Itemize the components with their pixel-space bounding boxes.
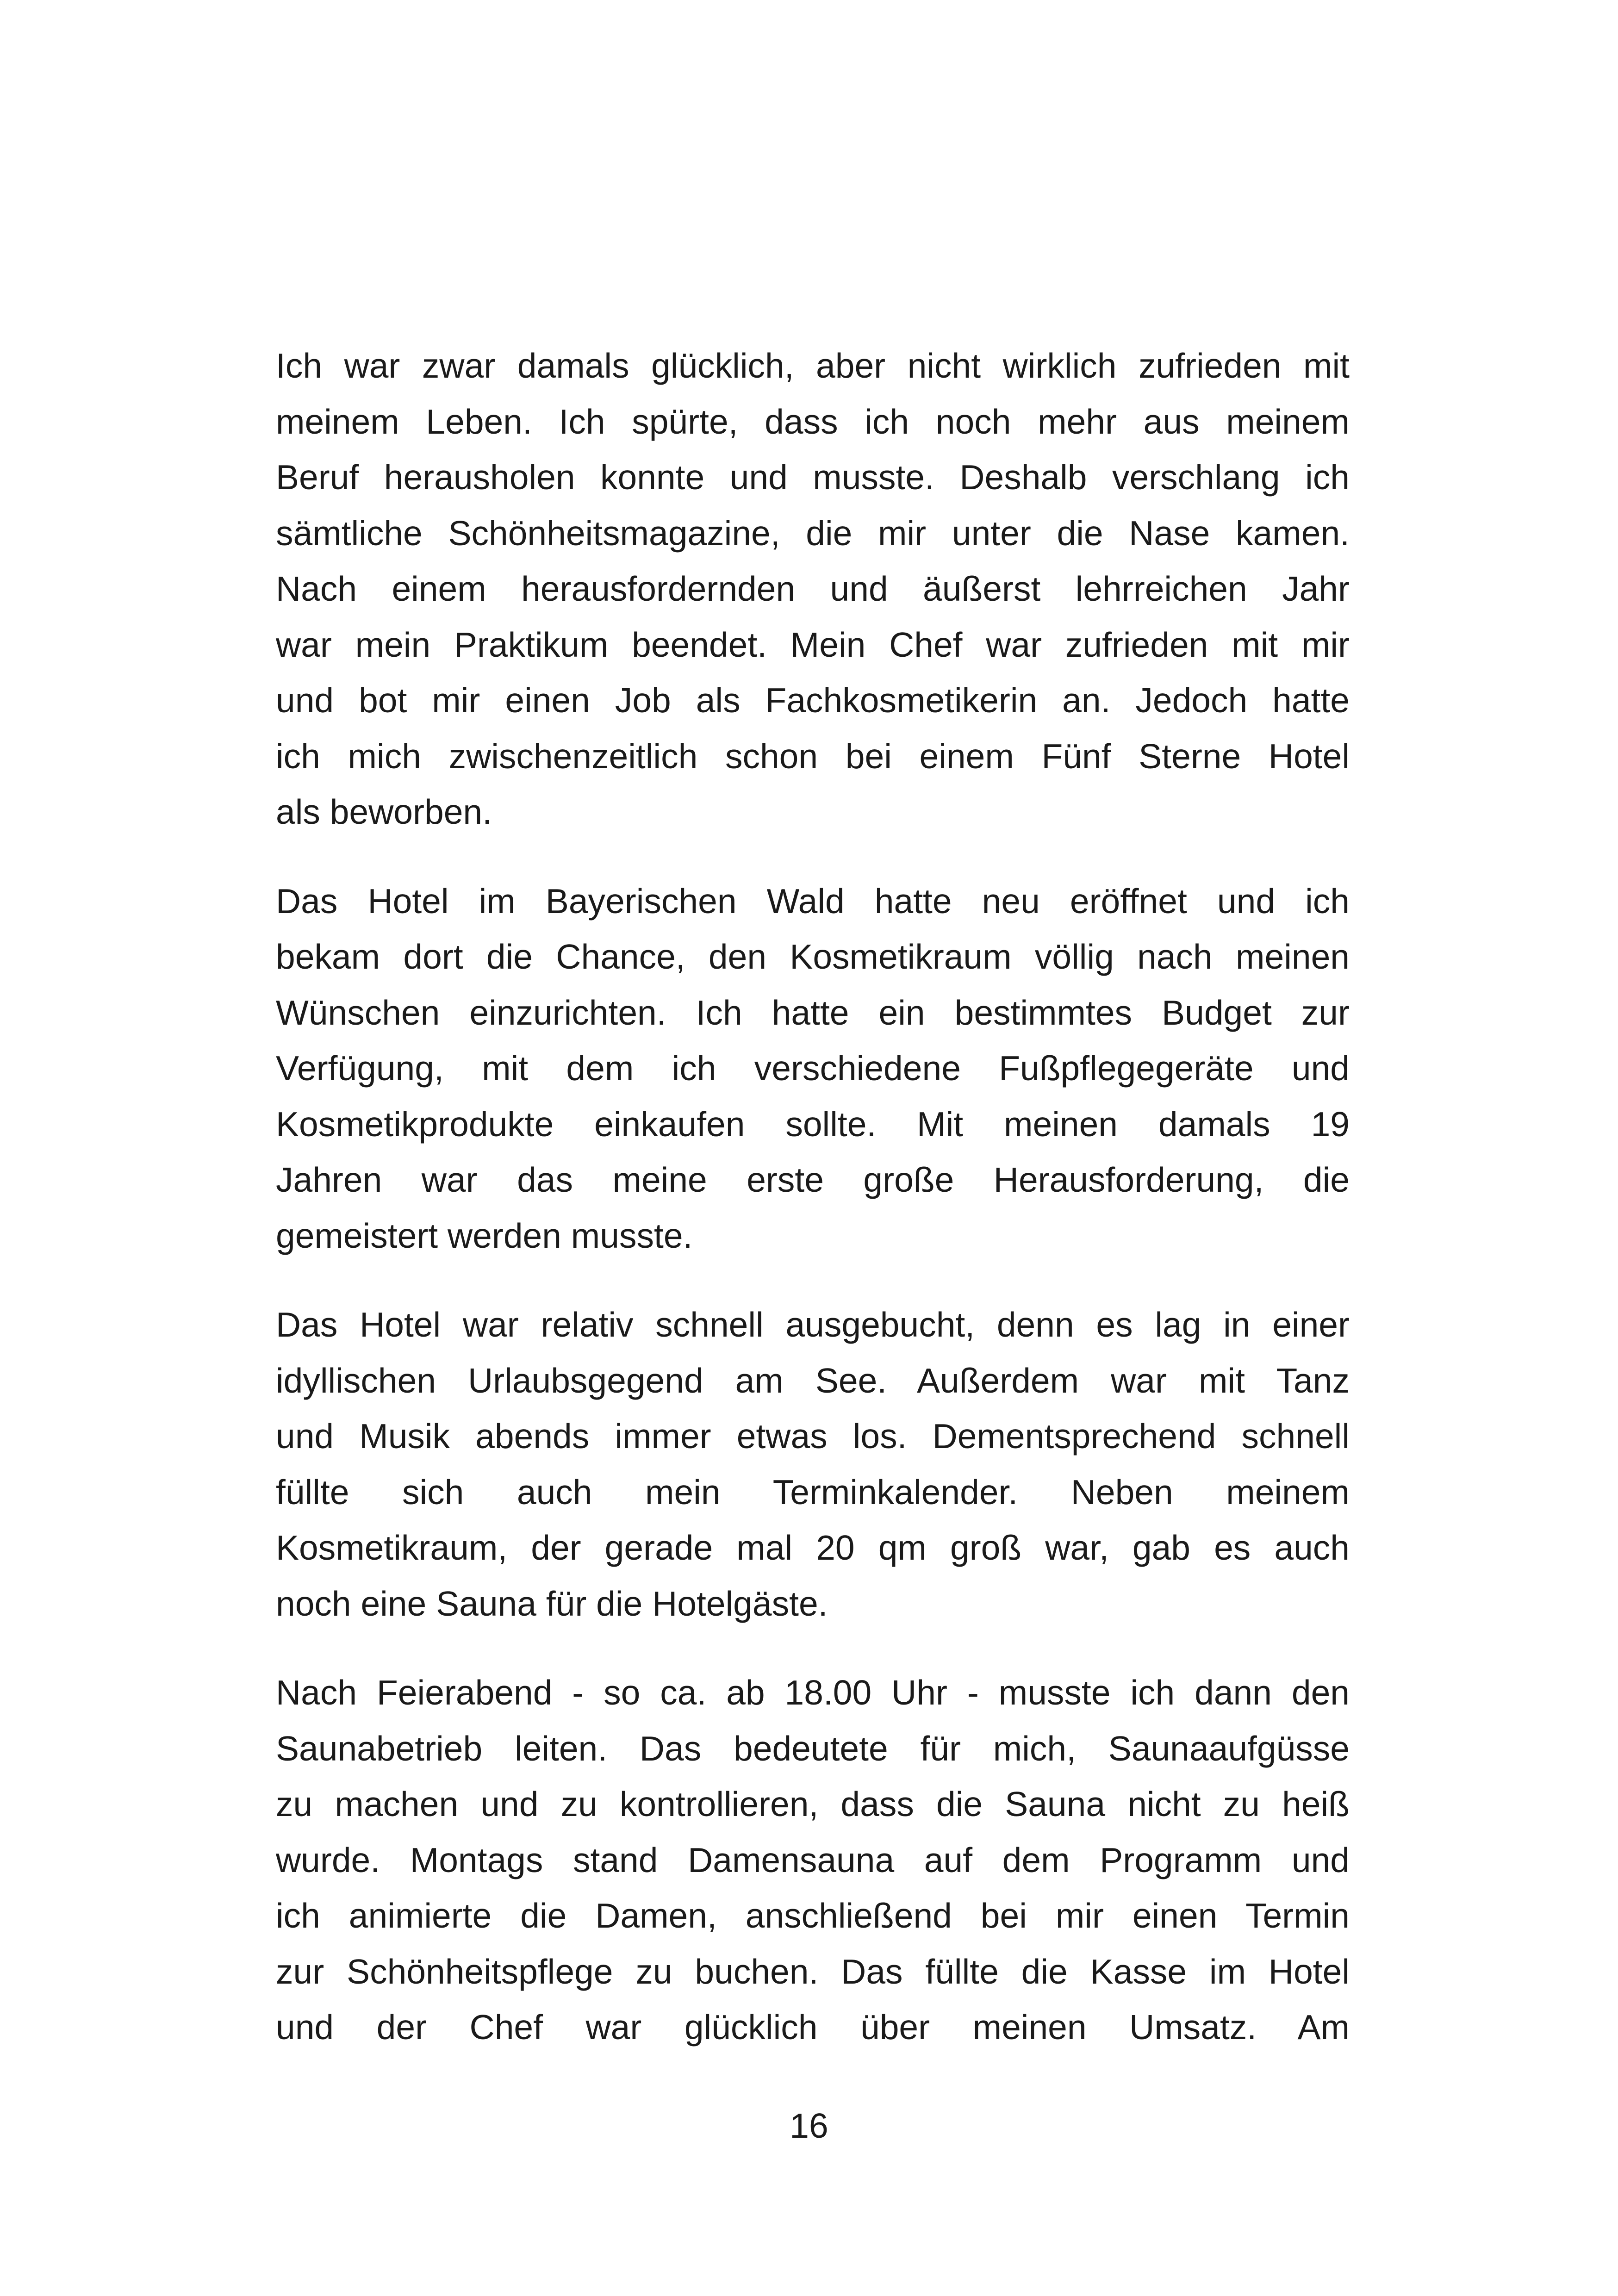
text-line: und bot mir einen Job als Fachkosmetikerin an. Jedoch hatte: [276, 681, 1350, 720]
text-line: sämtliche Schönheitsmagazine, die mir unter die Nase kamen.: [276, 513, 1350, 553]
text-line: noch eine Sauna für die Hotelgäste.: [276, 1584, 828, 1623]
text-line: idyllischen Urlaubsgegend am See. Außerdem war mit Tanz: [276, 1361, 1350, 1400]
text-line: Wünschen einzurichten. Ich hatte ein bestimmtes Budget zur: [276, 993, 1350, 1032]
text-line: Das Hotel war relativ schnell ausgebucht, denn es lag in einer: [276, 1305, 1350, 1344]
text-line: Kosmetikraum, der gerade mal 20 qm groß war, gab es auch: [276, 1528, 1350, 1567]
text-line: zur Schönheitspflege zu buchen. Das füllte die Kasse im Hotel: [276, 1952, 1350, 1991]
text-line: meinem Leben. Ich spürte, dass ich noch mehr aus meinem: [276, 402, 1350, 441]
text-line: wurde. Montags stand Damensauna auf dem Programm und: [276, 1840, 1350, 1879]
text-line: Jahren war das meine erste große Herausforderung, die: [276, 1160, 1350, 1199]
text-line: ich animierte die Damen, anschließend bei mir einen Termin: [276, 1896, 1350, 1935]
text-line: Kosmetikprodukte einkaufen sollte. Mit meinen damals 19: [276, 1104, 1350, 1144]
text-line: bekam dort die Chance, den Kosmetikraum völlig nach meinen: [276, 937, 1350, 976]
text-line: gemeistert werden musste.: [276, 1216, 693, 1255]
text-line: Beruf herausholen konnte und musste. Deshalb verschlang ich: [276, 458, 1350, 497]
paragraph-1: [276, 338, 1350, 840]
text-line: und der Chef war glücklich über meinen Umsatz. Am: [276, 2008, 1350, 2047]
paragraph-2: [276, 873, 1350, 1264]
text-line: Saunabetrieb leiten. Das bedeutete für mich, Saunaaufgüsse: [276, 1729, 1350, 1768]
text-line: Das Hotel im Bayerischen Wald hatte neu eröffnet und ich: [276, 881, 1350, 921]
text-line: ich mich zwischenzeitlich schon bei einem Fünf Sterne Hotel: [276, 736, 1350, 776]
paragraph-3: [276, 1297, 1350, 1631]
page-number: 16: [790, 2106, 828, 2145]
text-line: Nach Feierabend - so ca. ab 18.00 Uhr - musste ich dann den: [276, 1673, 1350, 1712]
paragraph-4: [276, 1665, 1350, 2055]
text-line: war mein Praktikum beendet. Mein Chef war zufrieden mit mir: [276, 625, 1350, 664]
text-line: Verfügung, mit dem ich verschiedene Fußpflegegeräte und: [276, 1049, 1350, 1088]
text-line: Nach einem herausfordernden und äußerst lehrreichen Jahr: [276, 569, 1350, 608]
body-text: [276, 338, 1350, 2055]
text-line: Ich war zwar damals glücklich, aber nicht wirklich zufrieden mit: [276, 346, 1350, 385]
text-line: als beworben.: [276, 792, 492, 831]
text-line: füllte sich auch mein Terminkalender. Neben meinem: [276, 1472, 1350, 1512]
text-line: zu machen und zu kontrollieren, dass die Sauna nicht zu heiß: [276, 1785, 1350, 1823]
text-line: und Musik abends immer etwas los. Dementsprechend schnell: [276, 1417, 1350, 1456]
